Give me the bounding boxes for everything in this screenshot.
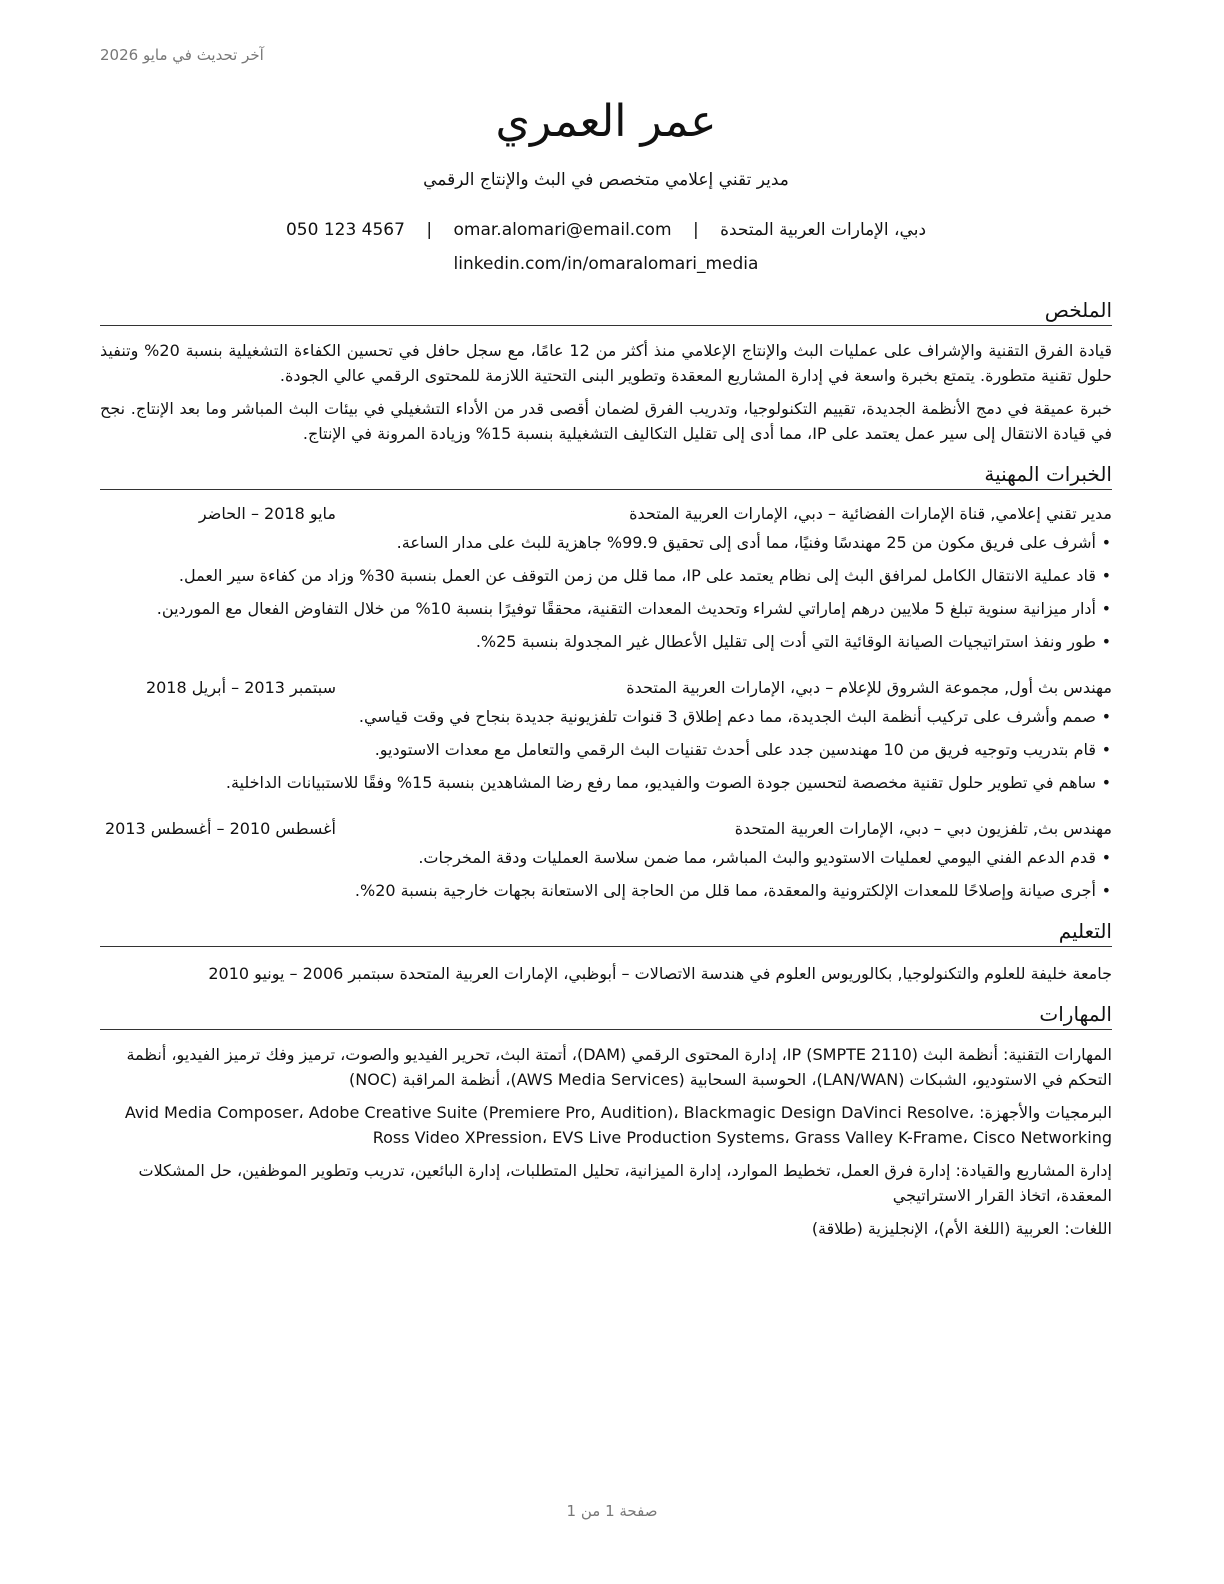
education-entry: جامعة خليفة للعلوم والتكنولوجيا, بكالوريوس العلوم في هندسة الاتصالات – أبوظبي، الإمارات العربية المتحدة سبتمبر 2006 – يونيو 2010 [208,964,1112,983]
contact-email[interactable]: omar.alomari@email.com [453,220,672,240]
job-header [100,502,1112,526]
job-title: مهندس بث, تلفزيون دبي – دبي، الإمارات العربية المتحدة [734,819,1112,838]
job-bullets [100,704,1112,795]
job-bullet: • قدم الدعم الفني اليومي لعمليات الاستوديو والبث المباشر، مما ضمن سلاسة العمليات ودقة المخرجات. [100,845,1096,870]
job-title: مدير تقني إعلامي, قناة الإمارات الفضائية – دبي، الإمارات العربية المتحدة [629,504,1112,523]
summary-paragraph: خبرة عميقة في دمج الأنظمة الجديدة، تقييم التكنولوجيا، وتدريب الفرق لضمان أقصى قدر من الأداء التشغيلي في بيئات البث المباشر وما بعد الإنتاج. نجح في قيادة الانتقال إلى سير عمل يعتمد على IP، مما أدى إلى تقليل التكاليف التشغيلية بنسبة 15% وزيادة المرونة في الإنتاج. [100,399,1112,443]
skill-line: البرمجيات والأجهزة: Avid Media Composer، Adobe Creative Suite (Premiere Pro, Audition)، Blackmagic Design DaVinci Resolve، Ross Video XPression، EVS Live Production Systems، Grass Valley K-Frame، Cisco Networking [124,1103,1112,1147]
section-heading-education: التعليم [100,917,1112,947]
section-heading-skills: المهارات [100,1000,1112,1030]
job-entry [100,676,1112,795]
job-entry [100,817,1112,903]
resume-content [100,92,1112,1241]
job-bullets [100,530,1112,654]
job-bullet: • صمم وأشرف على تركيب أنظمة البث الجديدة، مما دعم إطلاق 3 قنوات تلفزيونية جديدة بنجاح في وقت قياسي. [100,704,1096,729]
page-number: صفحة 1 من 1 [566,1502,658,1520]
job-bullet: • قاد عملية الانتقال الكامل لمرافق البث إلى نظام يعتمد على IP، مما قلل من زمن التوقف عن العمل بنسبة 30% وزاد من كفاءة سير العمل. [100,563,1096,588]
contact-separator: | [426,220,433,240]
skill-line: المهارات التقنية: أنظمة البث IP (SMPTE 2110)، إدارة المحتوى الرقمي (DAM)، أتمتة البث، تحرير الفيديو والصوت، ترميز وفك ترميز الفيديو، أنظمة التحكم في الاستوديو، الشبكات (LAN/WAN)، الحوسبة السحابية (AWS Media Services)، أنظمة المراقبة (NOC) [126,1045,1112,1089]
job-bullet: • أدار ميزانية سنوية تبلغ 5 ملايين درهم إماراتي لشراء وتحديث المعدات التقنية، محققًا توفيرًا بنسبة 10% من خلال التفاوض الفعال مع الموردين. [100,596,1096,621]
job-bullet: • قام بتدريب وتوجيه فريق من 10 مهندسين جدد على أحدث تقنيات البث الرقمي والتعامل مع معدات الاستوديو. [100,737,1096,762]
job-dates: أغسطس 2010 – أغسطس 2013 [104,819,336,838]
job-bullet: • أشرف على فريق مكون من 25 مهندسًا وفنيًا، مما أدى إلى تحقيق 99.9% جاهزية للبث على مدار الساعة. [100,530,1096,555]
job-dates: سبتمبر 2013 – أبريل 2018 [145,678,336,697]
job-entry [100,502,1112,654]
skill-line: إدارة المشاريع والقيادة: إدارة فرق العمل، تخطيط الموارد، إدارة الميزانية، تحليل المتطلبات، إدارة البائعين، تدريب وتطوير الموظفين، حل المشكلات المعقدة، اتخاذ القرار الاستراتيجي [138,1161,1112,1205]
candidate-name: عمر العمري [495,96,717,147]
section-heading-summary: الملخص [100,296,1112,326]
contact-location: دبي، الإمارات العربية المتحدة [720,220,927,240]
contact-line [100,218,1112,242]
summary-paragraph: قيادة الفرق التقنية والإشراف على عمليات البث والإنتاج الإعلامي منذ أكثر من 12 عامًا، مع سجل حافل في تحسين الكفاءة التشغيلية بنسبة 20% وتنفيذ حلول تقنية متطورة. يتمتع بخبرة واسعة في إدارة المشاريع المعقدة وتطوير البنى التحتية اللازمة للمحتوى الرقمي عالي الجودة. [100,341,1112,385]
last-updated: آخر تحديث في مايو 2026 [100,46,264,64]
job-dates: مايو 2018 – الحاضر [198,504,336,523]
job-bullet: • طور ونفذ استراتيجيات الصيانة الوقائية التي أدت إلى تقليل الأعطال غير المجدولة بنسبة 25%. [100,629,1096,654]
contact-separator: | [692,220,699,240]
skill-line: اللغات: العربية (اللغة الأم)، الإنجليزية (طلاقة) [811,1219,1112,1238]
job-header [100,676,1112,700]
job-header [100,817,1112,841]
contact-linkedin[interactable]: linkedin.com/in/omaralomari_media [453,254,759,274]
candidate-title: مدير تقني إعلامي متخصص في البث والإنتاج الرقمي [423,170,789,190]
job-bullet: • ساهم في تطوير حلول تقنية مخصصة لتحسين جودة الصوت والفيديو، مما رفع رضا المشاهدين بنسبة 15% وفقًا للاستبيانات الداخلية. [100,770,1096,795]
job-bullets [100,845,1112,903]
job-title: مهندس بث أول, مجموعة الشروق للإعلام – دبي، الإمارات العربية المتحدة [626,678,1112,697]
job-bullet: • أجرى صيانة وإصلاحًا للمعدات الإلكترونية والمعقدة، مما قلل من الحاجة إلى الاستعانة بجهات خارجية بنسبة 20%. [100,878,1096,903]
contact-phone: 050 123 4567 [285,220,405,240]
section-heading-experience: الخبرات المهنية [100,460,1112,490]
